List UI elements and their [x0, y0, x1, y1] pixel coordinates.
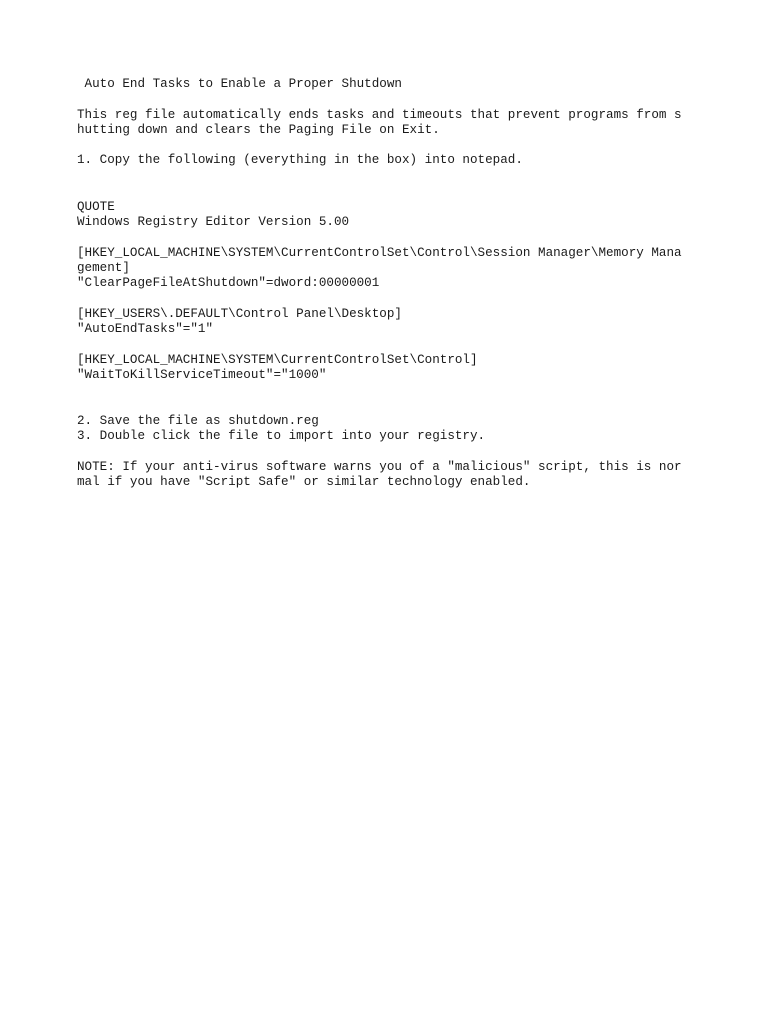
step-3: 3. Double click the file to import into your registry.	[77, 429, 486, 443]
note-line-1: NOTE: If your anti-virus software warns you of a "malicious" script, this is nor	[77, 460, 682, 474]
step-2: 2. Save the file as shutdown.reg	[77, 414, 319, 428]
intro-line-2: hutting down and clears the Paging File on Exit.	[77, 123, 440, 137]
registry-key-1-value: "ClearPageFileAtShutdown"=dword:00000001	[77, 276, 380, 290]
registry-key-1-line-1: [HKEY_LOCAL_MACHINE\SYSTEM\CurrentControlSet\Control\Session Manager\Memory Mana	[77, 246, 682, 260]
registry-header: Windows Registry Editor Version 5.00	[77, 215, 350, 229]
note-line-2: mal if you have "Script Safe" or similar technology enabled.	[77, 475, 531, 489]
registry-key-3-value: "WaitToKillServiceTimeout"="1000"	[77, 368, 327, 382]
step-1: 1. Copy the following (everything in the box) into notepad.	[77, 153, 523, 167]
registry-key-1-line-2: gement]	[77, 261, 130, 275]
registry-key-2-value: "AutoEndTasks"="1"	[77, 322, 214, 336]
registry-key-2: [HKEY_USERS\.DEFAULT\Control Panel\Desktop]	[77, 307, 402, 321]
intro-line-1: This reg file automatically ends tasks and timeouts that prevent programs from s	[77, 108, 682, 122]
quote-label: QUOTE	[77, 200, 115, 214]
registry-key-3: [HKEY_LOCAL_MACHINE\SYSTEM\CurrentControlSet\Control]	[77, 353, 478, 367]
document-title: Auto End Tasks to Enable a Proper Shutdown	[77, 77, 402, 91]
